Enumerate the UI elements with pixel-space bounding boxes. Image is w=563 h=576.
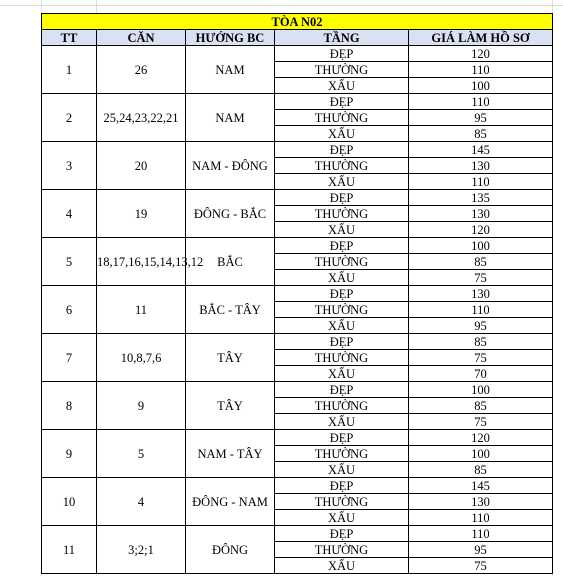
cell-tang[interactable]: ĐẸP xyxy=(275,238,409,254)
cell-gia[interactable]: 95 xyxy=(409,318,553,334)
cell-gia[interactable]: 100 xyxy=(409,382,553,398)
cell-gia[interactable]: 85 xyxy=(409,254,553,270)
cell-gia[interactable]: 100 xyxy=(409,446,553,462)
cell-gia[interactable]: 70 xyxy=(409,366,553,382)
cell-gia[interactable]: 145 xyxy=(409,142,553,158)
cell-huong[interactable]: NAM xyxy=(186,94,275,142)
cell-tang[interactable]: THƯỜNG xyxy=(275,62,409,78)
cell-tt[interactable]: 7 xyxy=(42,334,97,382)
cell-tt[interactable]: 1 xyxy=(42,46,97,94)
cell-huong[interactable]: ĐÔNG - BẮC xyxy=(186,190,275,238)
cell-can[interactable]: 3;2;1 xyxy=(97,526,186,574)
cell-tang[interactable]: ĐẸP xyxy=(275,190,409,206)
cell-tt[interactable]: 4 xyxy=(42,190,97,238)
cell-tang[interactable]: THƯỜNG xyxy=(275,158,409,174)
cell-gia[interactable]: 110 xyxy=(409,174,553,190)
cell-tt[interactable]: 2 xyxy=(42,94,97,142)
cell-tang[interactable]: THƯỜNG xyxy=(275,254,409,270)
cell-gia[interactable]: 130 xyxy=(409,206,553,222)
cell-tang[interactable]: THƯỜNG xyxy=(275,446,409,462)
cell-gia[interactable]: 85 xyxy=(409,398,553,414)
title-row xyxy=(42,14,553,30)
sheet-gridline xyxy=(0,5,563,6)
header-tt[interactable]: TT xyxy=(42,30,97,46)
cell-huong[interactable]: ĐÔNG xyxy=(186,526,275,574)
cell-gia[interactable]: 85 xyxy=(409,126,553,142)
cell-can[interactable]: 5 xyxy=(97,430,186,478)
cell-tang[interactable]: XẤU xyxy=(275,510,409,526)
table-row xyxy=(42,142,553,158)
cell-tang[interactable]: THƯỜNG xyxy=(275,110,409,126)
cell-gia[interactable]: 100 xyxy=(409,78,553,94)
cell-tang[interactable]: THƯỜNG xyxy=(275,350,409,366)
cell-tang[interactable]: ĐẸP xyxy=(275,478,409,494)
cell-gia[interactable]: 75 xyxy=(409,414,553,430)
cell-can[interactable]: 25,24,23,22,21 xyxy=(97,94,186,142)
cell-gia[interactable]: 110 xyxy=(409,62,553,78)
cell-gia[interactable]: 130 xyxy=(409,494,553,510)
cell-tang[interactable]: ĐẸP xyxy=(275,94,409,110)
table-row xyxy=(42,190,553,206)
cell-tang[interactable]: THƯỜNG xyxy=(275,494,409,510)
cell-tt[interactable]: 5 xyxy=(42,238,97,286)
cell-can[interactable]: 11 xyxy=(97,286,186,334)
cell-gia[interactable]: 120 xyxy=(409,430,553,446)
header-gia[interactable]: GIÁ LÀM HỒ SƠ xyxy=(409,30,553,46)
cell-gia[interactable]: 135 xyxy=(409,190,553,206)
cell-gia[interactable]: 110 xyxy=(409,302,553,318)
cell-tt[interactable]: 3 xyxy=(42,142,97,190)
cell-gia[interactable]: 120 xyxy=(409,222,553,238)
cell-huong[interactable]: NAM xyxy=(186,46,275,94)
cell-tang[interactable]: ĐẸP xyxy=(275,334,409,350)
cell-gia[interactable]: 110 xyxy=(409,94,553,110)
cell-tang[interactable]: XẤU xyxy=(275,558,409,574)
table-row xyxy=(42,46,553,62)
cell-can[interactable]: 18,17,16,15,14,13,12 xyxy=(97,238,186,286)
table-row xyxy=(42,478,553,494)
table-row xyxy=(42,382,553,398)
cell-gia[interactable]: 95 xyxy=(409,110,553,126)
table-row xyxy=(42,526,553,542)
cell-gia[interactable]: 95 xyxy=(409,542,553,558)
cell-huong[interactable]: NAM - TÂY xyxy=(186,430,275,478)
cell-gia[interactable]: 130 xyxy=(409,158,553,174)
cell-tang[interactable]: XẤU xyxy=(275,126,409,142)
cell-huong[interactable]: TÂY xyxy=(186,382,275,430)
cell-gia[interactable]: 100 xyxy=(409,238,553,254)
cell-gia[interactable]: 85 xyxy=(409,462,553,478)
cell-can[interactable]: 26 xyxy=(97,46,186,94)
cell-gia[interactable]: 110 xyxy=(409,510,553,526)
cell-tang[interactable]: THƯỜNG xyxy=(275,302,409,318)
cell-tang[interactable]: ĐẸP xyxy=(275,142,409,158)
cell-tt[interactable]: 8 xyxy=(42,382,97,430)
table-title[interactable]: TÒA N02 xyxy=(42,14,553,30)
cell-gia[interactable]: 75 xyxy=(409,350,553,366)
cell-gia[interactable]: 130 xyxy=(409,286,553,302)
cell-gia[interactable]: 75 xyxy=(409,558,553,574)
cell-tang[interactable]: XẤU xyxy=(275,222,409,238)
cell-gia[interactable]: 145 xyxy=(409,478,553,494)
header-tang[interactable]: TẦNG xyxy=(275,30,409,46)
header-row xyxy=(42,30,553,46)
cell-tt[interactable]: 10 xyxy=(42,478,97,526)
cell-huong[interactable]: NAM - ĐÔNG xyxy=(186,142,275,190)
table-row xyxy=(42,94,553,110)
cell-tang[interactable]: ĐẸP xyxy=(275,526,409,542)
cell-can[interactable]: 20 xyxy=(97,142,186,190)
cell-gia[interactable]: 120 xyxy=(409,46,553,62)
cell-huong[interactable]: BẮC xyxy=(186,238,275,286)
cell-tt[interactable]: 9 xyxy=(42,430,97,478)
cell-tang[interactable]: XẤU xyxy=(275,318,409,334)
price-table xyxy=(41,13,553,574)
table-body xyxy=(42,46,553,574)
cell-tang[interactable]: ĐẸP xyxy=(275,430,409,446)
cell-tang[interactable]: XẤU xyxy=(275,78,409,94)
cell-can[interactable]: 10,8,7,6 xyxy=(97,334,186,382)
cell-huong[interactable]: TÂY xyxy=(186,334,275,382)
header-can[interactable]: CĂN xyxy=(97,30,186,46)
cell-huong[interactable]: BẮC - TÂY xyxy=(186,286,275,334)
table-row xyxy=(42,334,553,350)
cell-tang[interactable]: XẤU xyxy=(275,414,409,430)
cell-can[interactable]: 19 xyxy=(97,190,186,238)
cell-tang[interactable]: XẤU xyxy=(275,462,409,478)
cell-tang[interactable]: XẤU xyxy=(275,270,409,286)
cell-tang[interactable]: THƯỜNG xyxy=(275,398,409,414)
cell-tang[interactable]: ĐẸP xyxy=(275,46,409,62)
cell-tt[interactable]: 6 xyxy=(42,286,97,334)
table-row xyxy=(42,238,553,254)
cell-gia[interactable]: 110 xyxy=(409,526,553,542)
cell-tang[interactable]: THƯỜNG xyxy=(275,206,409,222)
cell-tang[interactable]: XẤU xyxy=(275,366,409,382)
cell-tang[interactable]: XẤU xyxy=(275,174,409,190)
cell-can[interactable]: 4 xyxy=(97,478,186,526)
cell-tt[interactable]: 11 xyxy=(42,526,97,574)
header-huong[interactable]: HƯỚNG BC xyxy=(186,30,275,46)
cell-huong[interactable]: ĐÔNG - NAM xyxy=(186,478,275,526)
table-row xyxy=(42,286,553,302)
table-row xyxy=(42,430,553,446)
cell-can[interactable]: 9 xyxy=(97,382,186,430)
cell-tang[interactable]: ĐẸP xyxy=(275,382,409,398)
cell-tang[interactable]: THƯỜNG xyxy=(275,542,409,558)
cell-gia[interactable]: 85 xyxy=(409,334,553,350)
cell-gia[interactable]: 75 xyxy=(409,270,553,286)
cell-tang[interactable]: ĐẸP xyxy=(275,286,409,302)
